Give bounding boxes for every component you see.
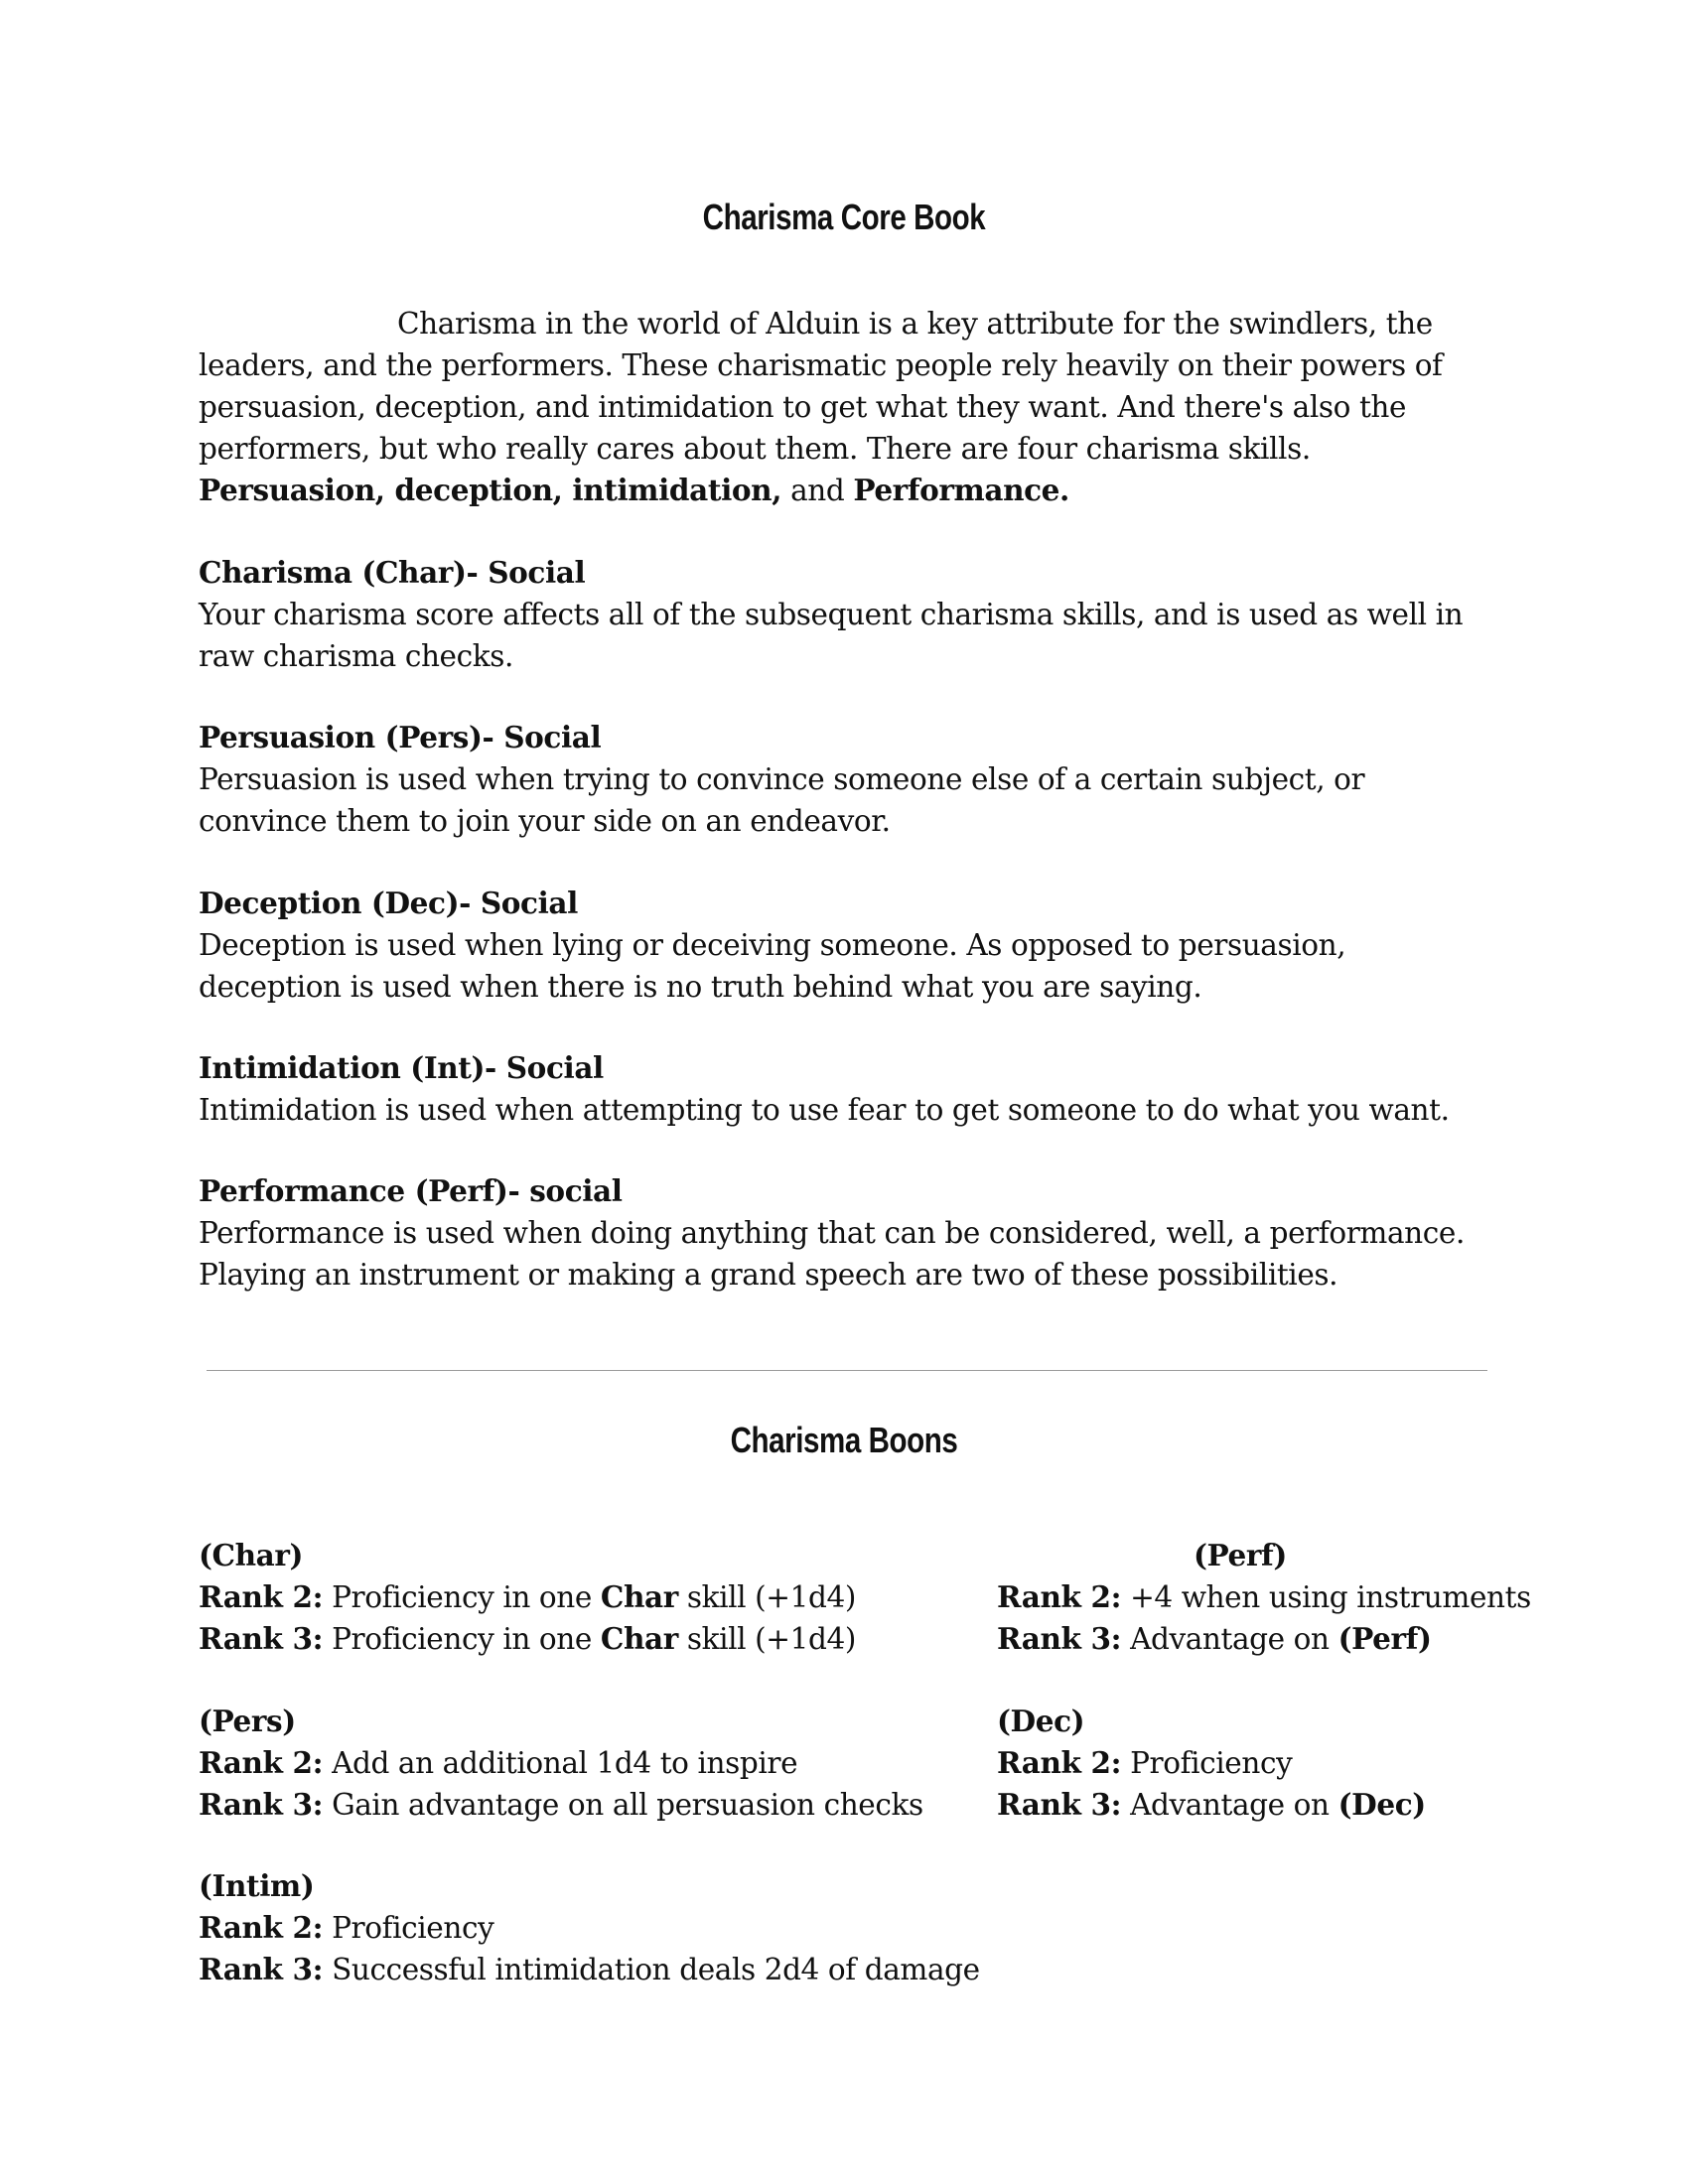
boon-pers [199, 1701, 923, 1826]
boon-heading: (Pers) [199, 1704, 296, 1738]
intro-text: Charisma in the world of Alduin is a key attribute for the swindlers, the leaders, and the performers. These charismatic people rely heavily on their powers of persuasion, deception, and intimidation to get what they want. And there's also the performers, but who really cares about them. There are four charisma skills. [199, 307, 1443, 466]
intro-bold-performance: Performance. [853, 473, 1069, 507]
boon-rank-3 [997, 1618, 1531, 1660]
rank-text: Advantage on [1121, 1622, 1338, 1656]
rank-text: Proficiency in one [323, 1622, 601, 1656]
intro-bold-skills: Persuasion, deception, intimidation, [199, 473, 782, 507]
boon-rank-2 [199, 1742, 923, 1784]
boon-heading: (Intim) [199, 1868, 315, 1903]
rank-label: Rank 2: [199, 1910, 324, 1945]
boon-rank-2 [199, 1576, 856, 1618]
rank-text: +4 when using instruments [1121, 1580, 1531, 1614]
boon-heading: (Dec) [997, 1704, 1085, 1738]
skill-persuasion [199, 717, 1489, 842]
rank-bold: Char [600, 1621, 678, 1656]
rank-text: Add an additional 1d4 to inspire [323, 1746, 798, 1780]
rank-bold: Char [600, 1579, 678, 1614]
intro-joiner: and [781, 474, 854, 507]
rank-label: Rank 2: [199, 1745, 324, 1780]
rank-text: Advantage on [1121, 1788, 1338, 1822]
boon-rank-3 [199, 1618, 856, 1660]
rank-text: Successful intimidation deals 2d4 of damage [323, 1953, 980, 1986]
intro-paragraph [199, 303, 1489, 511]
rank-text: Gain advantage on all persuasion checks [323, 1788, 923, 1822]
rank-bold: (Perf) [1337, 1621, 1432, 1656]
boon-char [199, 1535, 856, 1660]
rank-text: skill (+1d4) [677, 1580, 856, 1614]
boon-heading: (Perf) [1194, 1538, 1287, 1572]
rank-label: Rank 2: [199, 1579, 324, 1614]
rank-label: Rank 3: [199, 1621, 324, 1656]
skill-description: Performance is used when doing anything that can be considered, well, a performance. Playing an instrument or making a grand speech are two of these possibilities. [199, 1216, 1465, 1292]
rank-label: Rank 2: [997, 1579, 1122, 1614]
rank-label: Rank 2: [997, 1745, 1122, 1780]
boon-rank-2 [997, 1576, 1531, 1618]
boon-rank-3 [997, 1784, 1426, 1826]
boon-dec [997, 1701, 1426, 1826]
boon-perf [997, 1535, 1531, 1660]
skill-deception [199, 883, 1489, 1008]
skill-heading: Intimidation (Int)- Social [199, 1050, 604, 1085]
rank-text: skill (+1d4) [677, 1622, 856, 1656]
boon-intim [199, 1865, 980, 1990]
rank-label: Rank 3: [997, 1621, 1122, 1656]
boon-rank-2 [997, 1742, 1426, 1784]
page-title: Charisma Core Book [702, 197, 986, 237]
rank-text: Proficiency in one [323, 1580, 601, 1614]
boons-title: Charisma Boons [730, 1420, 958, 1460]
rank-label: Rank 3: [199, 1952, 324, 1986]
skill-description: Persuasion is used when trying to convince someone else of a certain subject, or convince them to join your side on an endeavor. [199, 762, 1365, 838]
boon-rank-3 [199, 1949, 980, 1990]
rank-text: Proficiency [1121, 1746, 1293, 1780]
boon-rank-2 [199, 1907, 980, 1949]
rank-label: Rank 3: [997, 1787, 1122, 1822]
skill-description: Your charisma score affects all of the subsequent charisma skills, and is used as well in raw charisma checks. [199, 598, 1464, 673]
rank-label: Rank 3: [199, 1787, 324, 1822]
skill-intimidation [199, 1047, 1489, 1131]
skill-performance [199, 1170, 1489, 1296]
section-divider [207, 1370, 1487, 1371]
boon-rank-3 [199, 1784, 923, 1826]
rank-bold: (Dec) [1337, 1787, 1426, 1822]
boon-heading: (Char) [199, 1538, 304, 1572]
skill-description: Deception is used when lying or deceiving someone. As opposed to persuasion, deception is used when there is no truth behind what you are saying. [199, 928, 1346, 1004]
skill-heading: Deception (Dec)- Social [199, 886, 578, 920]
skill-heading: Charisma (Char)- Social [199, 555, 586, 590]
skill-heading: Persuasion (Pers)- Social [199, 720, 602, 754]
rank-text: Proficiency [323, 1911, 494, 1945]
skill-description: Intimidation is used when attempting to use fear to get someone to do what you want. [199, 1093, 1450, 1127]
skill-charisma [199, 552, 1489, 677]
skill-heading: Performance (Perf)- social [199, 1173, 623, 1208]
